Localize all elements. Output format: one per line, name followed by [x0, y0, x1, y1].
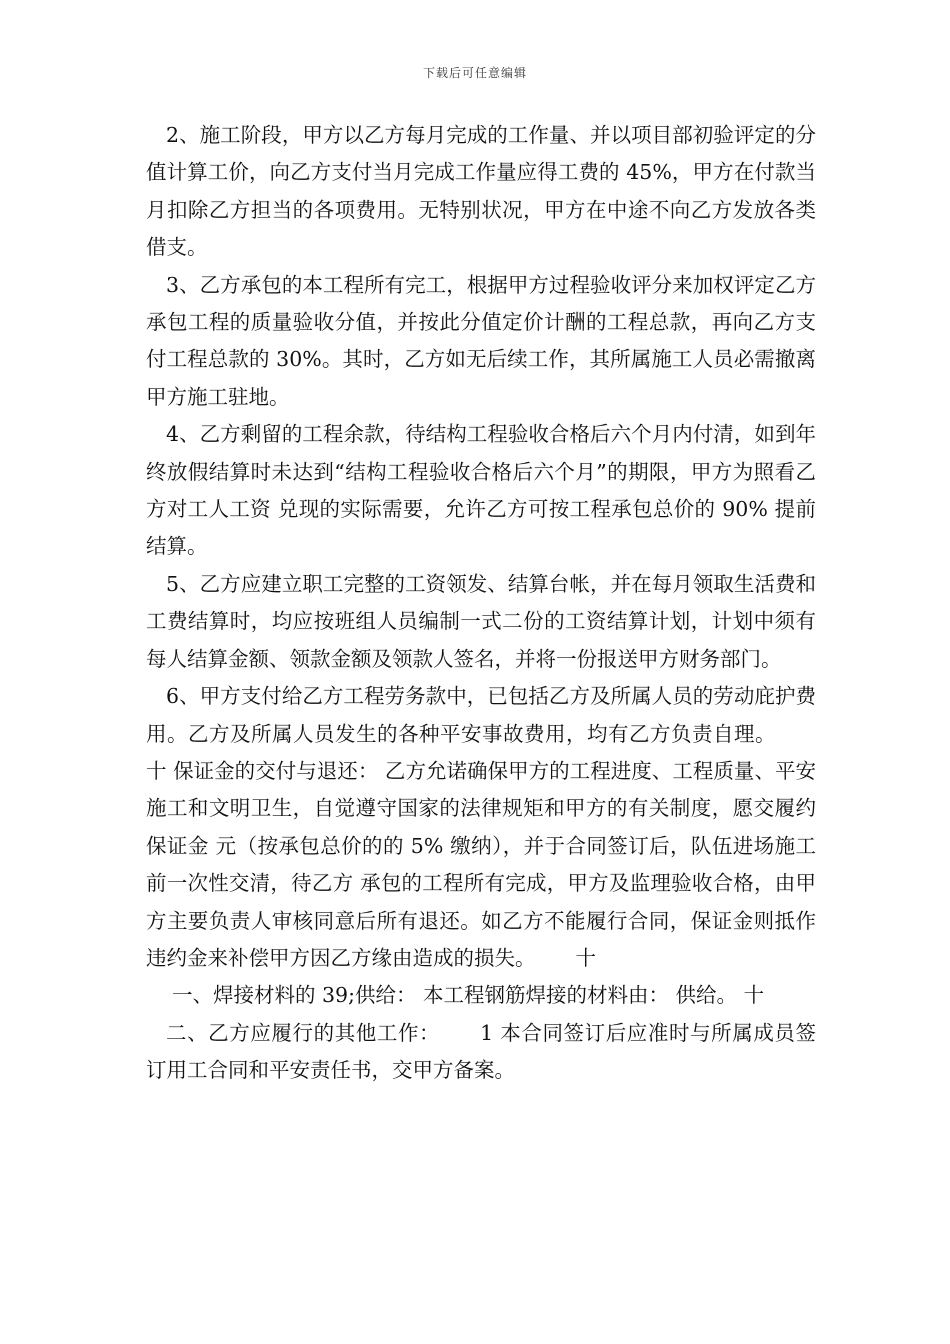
document-body [146, 117, 816, 1090]
paragraph-6-text: 6、甲方支付给乙方工程劳务款中，已包括乙方及所属人员的劳动庇护费用。乙方及所属人员发生的各种平安事故费用，均有乙方负责自理。 [146, 684, 816, 746]
section-12-title: 二、乙方应履行的其他工作： [166, 1020, 441, 1045]
paragraph-6 [146, 678, 816, 977]
section-12-marker: 十 [743, 983, 765, 1008]
section-12-item-1: 1 本合同签订后应准时与所属成员签订用工合同和平安责任书，交甲方备案。 [146, 1020, 817, 1083]
section-10-deposit: 十 保证金的交付与退还： 乙方允诺确保甲方的工程进度、工程质量、平安施工和文明卫生，自觉遵守国家的法律规矩和甲方的有关制度，愿交履约保证金 元（按承包总价的的 5% 缴纳），并于合同签订后，队伍进场施工前一次性交清，待乙方 承包的工程所有完成，甲方及监理验收合格，由甲方主要负责人审核同意后所有退还。如乙方不能履行合同，保证金则抵作违约金来补偿甲方因乙方缘由造成的损失。 [146, 758, 816, 970]
paragraph-4: 4、乙方剩留的工程余款，待结构工程验收合格后六个月内付清，如到年终放假结算时未达到“结构工程验收合格后六个月”的期限，甲方为照看乙方对工人工资 兑现的实际需要，允许乙方可按工程承包总价的 90% 提前结算。 [146, 422, 816, 559]
section-11-marker: 十 [575, 945, 596, 970]
section-11-text: 一、焊接材料的 39;供给： 本工程钢筋焊接的材料由： 供给。 [172, 983, 738, 1008]
page-header: 下载后可任意编辑 [422, 66, 527, 80]
paragraph-2: 2、施工阶段，甲方以乙方每月完成的工作量、并以项目部初验评定的分值计算工价，向乙方支付当月完成工作量应得工费的 45%，甲方在付款当月扣除乙方担当的各项费用。无特别状况，甲方在中途不向乙方发放各类借支。 [146, 123, 816, 260]
section-11-welding [146, 977, 816, 1014]
paragraph-5: 5、乙方应建立职工完整的工资领发、结算台帐，并在每月领取生活费和工费结算时，均应按班组人员编制一式二份的工资结算计划，计划中须有每人结算金额、领款金额及领款人签名，并将一份报送甲方财务部门。 [146, 571, 816, 671]
section-12-other-work [146, 1015, 816, 1090]
paragraph-3: 3、乙方承包的本工程所有完工，根据甲方过程验收评分来加权评定乙方承包工程的质量验收分值，并按此分值定价计酬的工程总款，再向乙方支付工程总款的 30%。其时，乙方如无后续工作，其所属施工人员必需撤离甲方施工驻地。 [146, 272, 816, 409]
